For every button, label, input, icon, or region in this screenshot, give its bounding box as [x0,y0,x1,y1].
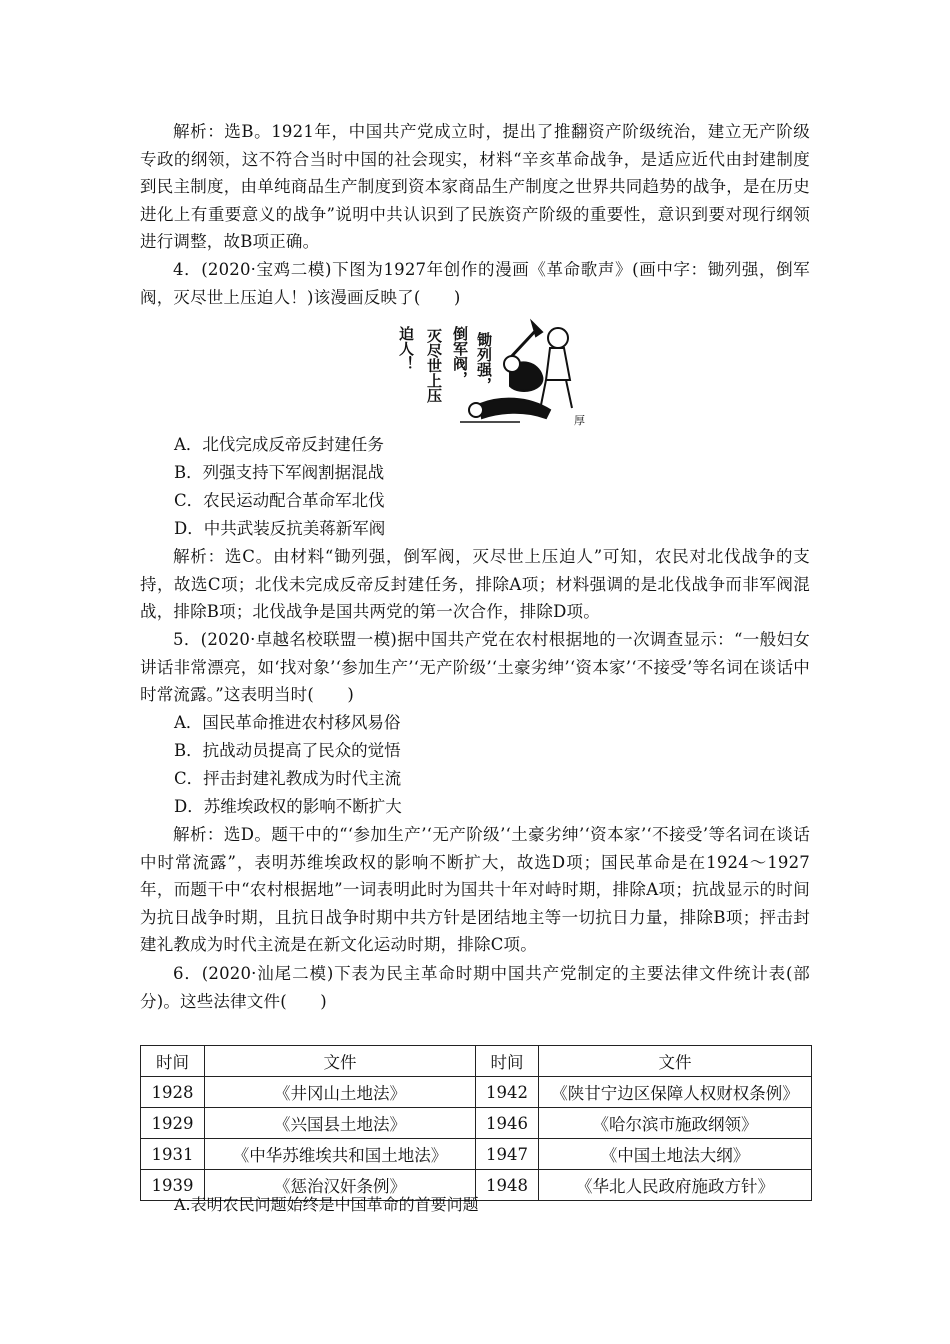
table-row [141,1139,812,1170]
table-cell-year: 1928 [141,1077,205,1108]
q5-option-b: B．抗战动员提高了民众的觉悟 [174,741,401,760]
q5-option-d: D．苏维埃政权的影响不断扩大 [174,797,402,816]
q5-option-c: C．抨击封建礼教成为时代主流 [174,769,402,788]
cartoon-caption-col-3: 灭尽世上压 [425,328,443,403]
q4-option-b: B．列强支持下军阀割据混战 [174,463,385,482]
law-documents-table [140,1045,812,1201]
table-cell-year: 1931 [141,1139,205,1170]
table-cell-document: 《惩治汉奸条例》 [205,1170,476,1201]
table-cell-document: 《华北人民政府施政方针》 [539,1170,812,1201]
table-cell-document: 《井冈山土地法》 [205,1077,476,1108]
table-cell-year: 1929 [141,1108,205,1139]
table-cell-document: 《陕甘宁边区保障人权财权条例》 [539,1077,812,1108]
table-cell-year: 1939 [141,1170,205,1201]
question-6: 6．(2020·汕尾二模)下表为民主革命时期中国共产党制定的主要法律文件统计表(部分)。这些法律文件( ) [140,964,810,1011]
analysis-q5: 解析：选D。题干中的“‘参加生产’‘无产阶级’‘土豪劣绅’‘资本家’‘不接受’等名词在谈话中时常流露”，表明苏维埃政权的影响不断扩大，故选D项；国民革命是在1924～1927年，而题干中“农村根据地”一词表明此时为国共十年对峙时期，排除A项；抗战显示的时间为抗日战争时期，且抗日战争时期中共方针是团结地主等一切抗日力量，排除B项；抨击封建礼教成为时代主流是在新文化运动时期，排除C项。 [140,825,810,954]
analysis-q4: 解析：选C。由材料“锄列强，倒军阀，灭尽世上压迫人”可知，农民对北伐战争的支持，故选C项；北伐未完成反帝反封建任务，排除A项；材料强调的是北伐战争而非军阀混战，排除B项；北伐战争是国共两党的第一次合作，排除D项。 [140,547,810,621]
table-cell-document: 《中华苏维埃共和国土地法》 [205,1139,476,1170]
q4-option-a: A．北伐完成反帝反封建任务 [174,435,384,454]
q5-option-a: A．国民革命推进农村移风易俗 [174,713,401,732]
cartoon-caption-col-2: 倒军阀， [451,326,469,386]
table-cell-year: 1948 [476,1170,539,1201]
cartoon-caption-col-1: 锄列强， [475,332,493,392]
table-header: 时间 [141,1046,205,1077]
table-cell-document: 《中国土地法大纲》 [539,1139,812,1170]
q6-option-a: A.表明农民问题始终是中国革命的首要问题 [174,1195,479,1214]
question-5: 5．(2020·卓越名校联盟一模)据中国共产党在农村根据地的一次调查显示：“一般妇女讲话非常漂亮，如‘找对象’‘参加生产’‘无产阶级’‘土豪劣绅’‘资本家’‘不接受’等名词在谈话中时常流露。”这表明当时( ) [140,630,810,704]
table-cell-document: 《兴国县土地法》 [205,1108,476,1139]
table-row [141,1108,812,1139]
table-header: 文件 [539,1046,812,1077]
table-cell-year: 1947 [476,1139,539,1170]
table-cell-year: 1942 [476,1077,539,1108]
q4-option-d: D．中共武装反抗美蒋新军阀 [174,519,386,538]
table-header: 时间 [476,1046,539,1077]
question-4: 4．(2020·宝鸡二模)下图为1927年创作的漫画《革命歌声》(画中字：锄列强，倒军阀，灭尽世上压迫人！)该漫画反映了( ) [140,260,810,307]
analysis-q3: 解析：选B。1921年，中国共产党成立时，提出了推翻资产阶级统治，建立无产阶级专政的纲领，这不符合当时中国的社会现实，材料“辛亥革命战争，是适应近代由封建制度到民主制度，由单纯商品生产制度到资本家商品生产制度之世界共同趋势的战争，是在历史进化上有重要意义的战争”说明中共认识到了民族资产阶级的重要性，意识到要对现行纲领进行调整，故B项正确。 [140,122,810,251]
table-header-row [141,1046,812,1077]
table-cell-year: 1946 [476,1108,539,1139]
cartoon-caption-col-4: 迫人！ [397,326,415,371]
table-cell-document: 《哈尔滨市施政纲领》 [539,1108,812,1139]
svg-text:厚: 厚 [574,414,585,427]
q4-option-c: C．农民运动配合革命军北伐 [174,491,385,510]
revolution-song-cartoon [360,318,600,430]
table-header: 文件 [205,1046,476,1077]
table-row [141,1077,812,1108]
